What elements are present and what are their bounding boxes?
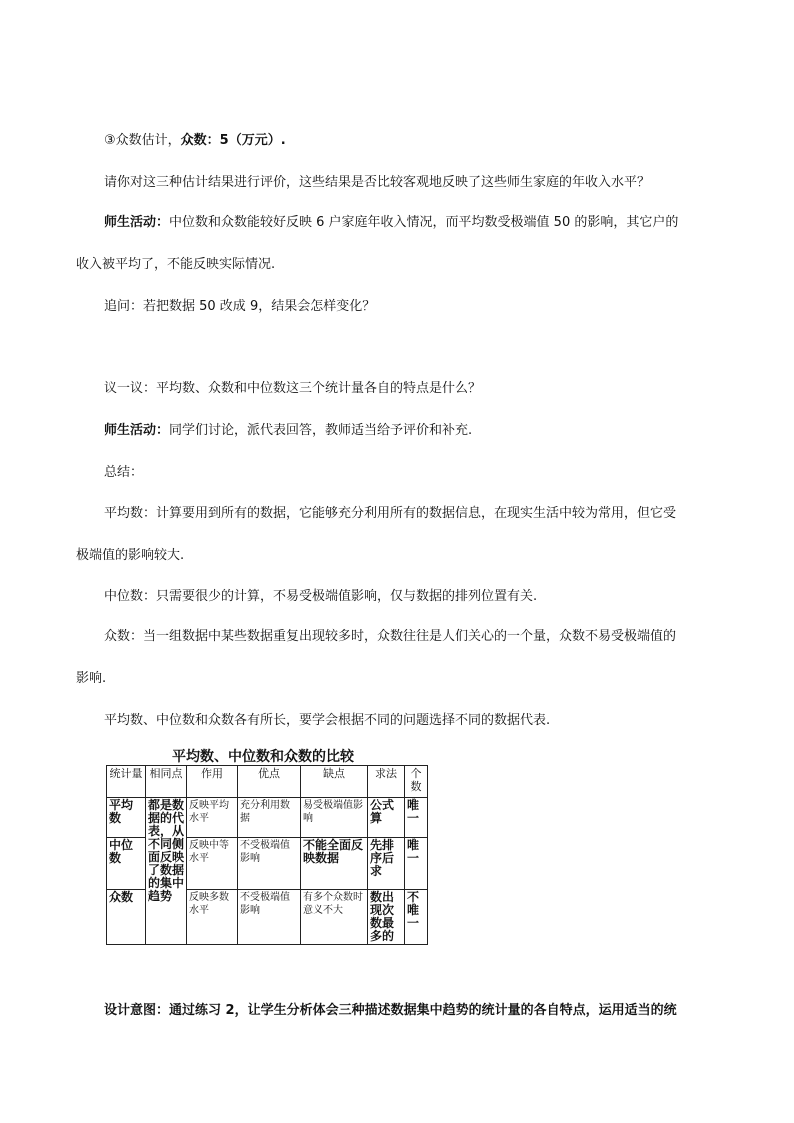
paragraph-median: 中位数：只需要很少的计算，不易受极端值影响，仅与数据的排列位置有关. bbox=[104, 589, 538, 604]
paragraph-evaluate-question: 请你对这三种估计结果进行评价，这些结果是否比较客观地反映了这些师生家庭的年收入水平？ bbox=[104, 175, 651, 190]
paragraph-discuss: 议一议：平均数、众数和中位数这三个统计量各自的特点是什么？ bbox=[104, 381, 482, 396]
paragraph-activity-1 bbox=[104, 214, 724, 232]
table-header-row bbox=[107, 766, 428, 798]
comparison-table bbox=[106, 765, 428, 945]
cell-count: 不唯一 bbox=[405, 890, 428, 945]
cell-pro: 不受极端值影响 bbox=[238, 838, 301, 890]
cell-con: 有多个众数时意义不大 bbox=[301, 890, 368, 945]
header-count: 个数 bbox=[405, 766, 428, 798]
cell-pro: 不受极端值影响 bbox=[238, 890, 301, 945]
activity-text-1: 中位数和众数能较好反映 6 户家庭年收入情况，而平均数受极端值 50 的影响，其它户的 bbox=[169, 215, 679, 230]
table-title: 平均数、中位数和众数的比较 bbox=[172, 749, 354, 765]
paragraph-activity-2 bbox=[104, 422, 724, 440]
paragraph-mean: 平均数：计算要用到所有的数据，它能够充分利用所有的数据信息，在现实生活中较为常用，但它受 bbox=[104, 506, 677, 521]
paragraph-mean-cont: 极端值的影响较大. bbox=[76, 548, 185, 563]
paragraph-mode-cont: 影响. bbox=[76, 671, 107, 686]
cell-role: 反映多数水平 bbox=[187, 890, 238, 945]
cell-method: 数出现次数最多的 bbox=[368, 890, 405, 945]
header-common: 相同点 bbox=[146, 766, 187, 798]
row-name: 众数 bbox=[107, 890, 146, 945]
paragraph-conclusion: 平均数、中位数和众数各有所长，要学会根据不同的问题选择不同的数据代表. bbox=[104, 713, 551, 728]
table-row bbox=[107, 798, 428, 838]
activity-label-2: 师生活动： bbox=[104, 423, 170, 438]
row-name: 中位数 bbox=[107, 838, 146, 890]
row-name: 平均数 bbox=[107, 798, 146, 838]
paragraph-design-intent: 设计意图：通过练习 2，让学生分析体会三种描述数据集中趋势的统计量的各自特点，运用适当的统 bbox=[104, 1003, 677, 1018]
mode-estimate-result: 众数：5（万元）. bbox=[180, 133, 286, 148]
header-stat: 统计量 bbox=[107, 766, 146, 798]
header-role: 作用 bbox=[187, 766, 238, 798]
activity-label-1: 师生活动： bbox=[104, 215, 170, 230]
cell-role: 反映中等水平 bbox=[187, 838, 238, 890]
cell-con: 不能全面反映数据 bbox=[301, 838, 368, 890]
paragraph-follow-up: 追问：若把数据 50 改成 9，结果会怎样变化？ bbox=[104, 299, 376, 314]
header-pro: 优点 bbox=[238, 766, 301, 798]
activity-text-2: 同学们讨论，派代表回答，教师适当给予评价和补充. bbox=[169, 423, 473, 438]
cell-common: 都是数据的代表，从不同侧面反映了数据的集中趋势 bbox=[146, 798, 187, 945]
cell-count: 唯一 bbox=[405, 838, 428, 890]
paragraph-activity-1-cont: 收入被平均了，不能反映实际情况. bbox=[76, 257, 276, 272]
cell-count: 唯一 bbox=[405, 798, 428, 838]
cell-con: 易受极端值影响 bbox=[301, 798, 368, 838]
header-method: 求法 bbox=[368, 766, 405, 798]
cell-method: 先排序后求 bbox=[368, 838, 405, 890]
mode-estimate-prefix: ③众数估计， bbox=[104, 133, 181, 148]
header-con: 缺点 bbox=[301, 766, 368, 798]
paragraph-summary-label: 总结： bbox=[104, 465, 144, 480]
paragraph-mode: 众数：当一组数据中某些数据重复出现较多时，众数往往是人们关心的一个量，众数不易受极端值的 bbox=[104, 629, 677, 644]
cell-pro: 充分利用数据 bbox=[238, 798, 301, 838]
paragraph-mode-estimate bbox=[104, 132, 724, 150]
cell-method: 公式算 bbox=[368, 798, 405, 838]
cell-role: 反映平均水平 bbox=[187, 798, 238, 838]
